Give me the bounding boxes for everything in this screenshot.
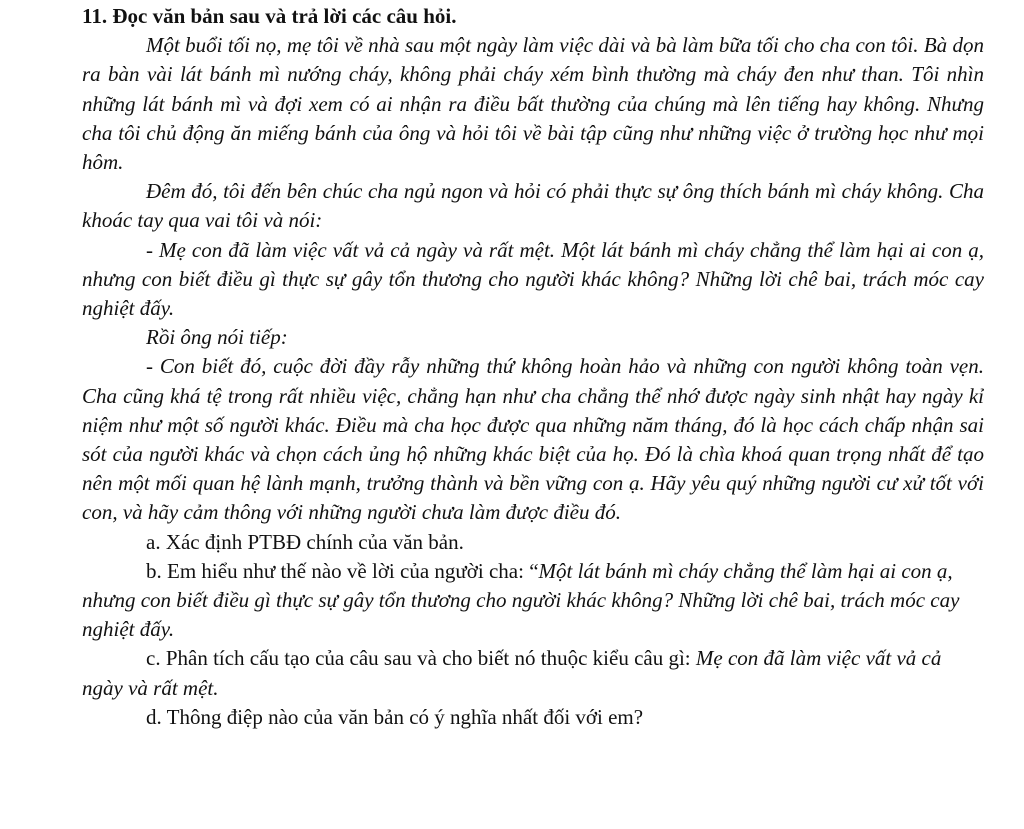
story-paragraph-2: Đêm đó, tôi đến bên chúc cha ngủ ngon và hỏi có phải thực sự ông thích bánh mì cháy không. Cha khoác tay qua vai tôi và nói: bbox=[82, 179, 984, 233]
question-b-quote: Một lát bánh mì cháy chẳng thể làm hại ai con ạ, nhưng con biết điều gì thực sự gây tổn thương cho người khác không? Những lời chê bai, trách móc cay nghiệt đấy. bbox=[82, 558, 960, 642]
story-paragraph-1: Một buổi tối nọ, mẹ tôi về nhà sau một ngày làm việc dài và bà làm bữa tối cho cha con tôi. Bà dọn ra bàn vài lát bánh mì nướng cháy, không phải cháy xém bình thường mà cháy đen như than. Tôi nhìn những lát bánh mì và đợi xem có ai nhận ra điều bất thường của chúng mà lên tiếng hay không. Nhưng cha tôi chủ động ăn miếng bánh của ông và hỏi tôi về bài tập cũng như những việc ở trường học như mọi hôm. bbox=[82, 33, 984, 175]
question-a: a. Xác định PTBĐ chính của văn bản. bbox=[146, 529, 464, 554]
question-b-prefix: b. Em hiểu như thế nào về lời của người cha: “ bbox=[146, 558, 539, 583]
story-paragraph-4: Rồi ông nói tiếp: bbox=[146, 325, 288, 350]
question-c-prefix: c. Phân tích cấu tạo của câu sau và cho biết nó thuộc kiểu câu gì: bbox=[146, 646, 696, 671]
story-paragraph-3: - Mẹ con đã làm việc vất vả cả ngày và rất mệt. Một lát bánh mì cháy chẳng thể làm hại ai con ạ, nhưng con biết điều gì thực sự gây tổn thương cho người khác không? Những lời chê bai, trách móc cay nghiệt đấy. bbox=[82, 237, 984, 321]
question-c bbox=[82, 644, 984, 702]
question-c-quote: Mẹ con đã làm việc vất vả cả ngày và rất mệt. bbox=[82, 646, 942, 700]
question-d: d. Thông điệp nào của văn bản có ý nghĩa nhất đối với em? bbox=[146, 704, 644, 729]
exercise-title: 11. Đọc văn bản sau và trả lời các câu hỏi. bbox=[82, 4, 457, 28]
question-b bbox=[82, 557, 984, 645]
story-paragraph-5: - Con biết đó, cuộc đời đầy rẫy những thứ không hoàn hảo và những con người không toàn vẹn. Cha cũng khá tệ trong rất nhiều việc, chẳng hạn như cha chẳng thể nhớ được ngày sinh nhật hay ngày kỉ niệm như một số người khác. Điều mà cha học được qua những năm tháng, đó là học cách chấp nhận sai sót của người khác và chọn cách ủng hộ những khác biệt của họ. Đó là chìa khoá quan trọng nhất để tạo nên một mối quan hệ lành mạnh, trưởng thành và bền vững con ạ. Hãy yêu quý những người cư xử tốt với con, và hãy cảm thông với những người chưa làm được điều đó. bbox=[82, 354, 984, 525]
